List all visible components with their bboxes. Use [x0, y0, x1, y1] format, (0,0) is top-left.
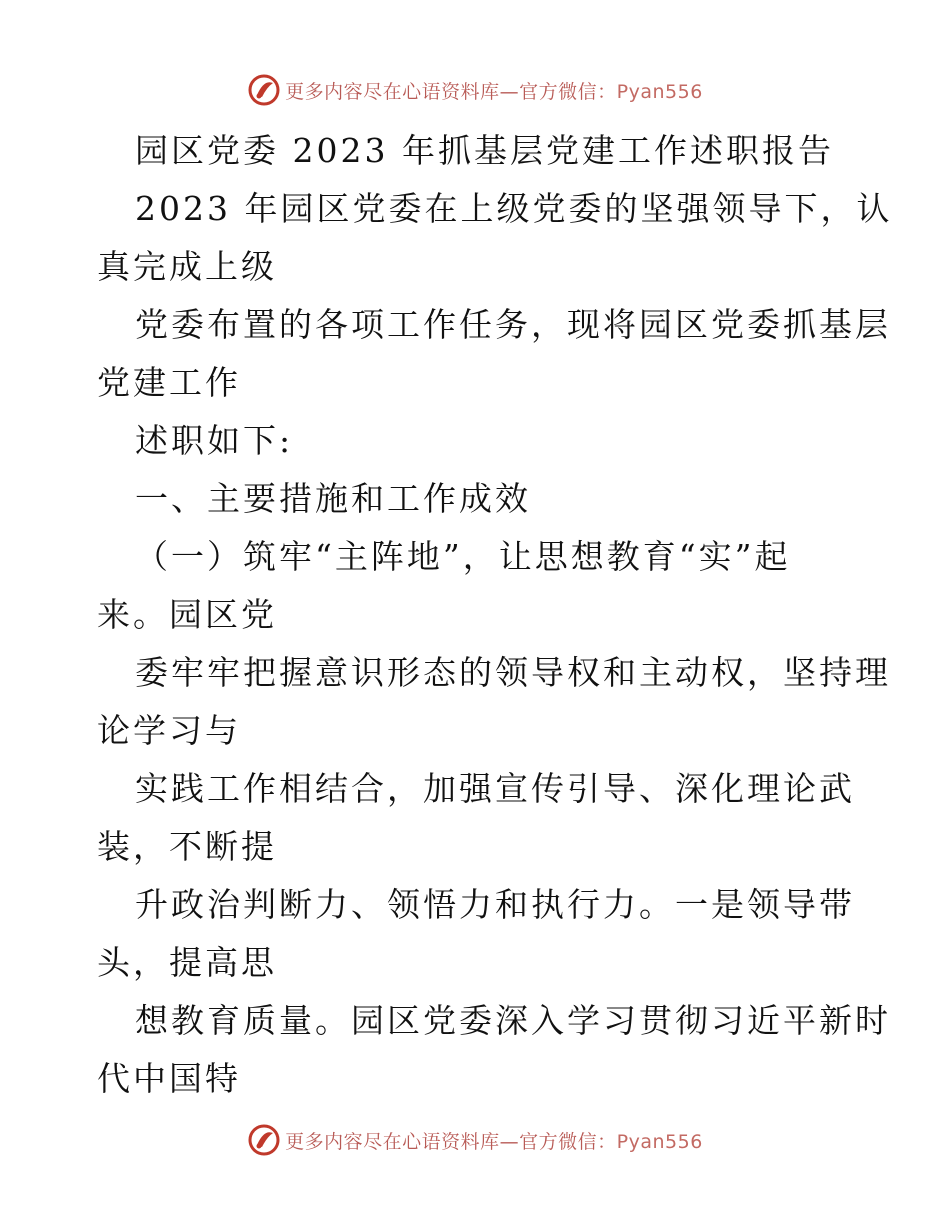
document-title: 园区党委 2023 年抓基层党建工作述职报告 [135, 131, 834, 170]
paragraph-line: 想教育质量。园区党委深入学习贯彻习近平新时 [135, 1001, 891, 1040]
paragraph-line: 党委布置的各项工作任务，现将园区党委抓基层 [135, 305, 891, 344]
footer-banner-label: 更多内容尽在心语资料库—官方微信： [285, 1130, 617, 1153]
header-banner-text [285, 77, 703, 104]
paragraph-line: 实践工作相结合，加强宣传引导、深化理论武 [135, 769, 855, 808]
footer-wechat-id: Pyan556 [616, 1130, 703, 1153]
paragraph-line: 真完成上级 [97, 247, 277, 286]
header-wechat-id: Pyan556 [616, 80, 703, 103]
brand-logo-icon [247, 73, 281, 107]
paragraph-line: 述职如下: [135, 421, 294, 460]
paragraph-line: 装，不断提 [97, 827, 277, 866]
paragraph-line: 来。园区党 [97, 595, 277, 634]
section-heading: 一、主要措施和工作成效 [135, 479, 531, 518]
paragraph-line: 2023 年园区党委在上级党委的坚强领导下，认 [135, 189, 893, 228]
header-banner-label: 更多内容尽在心语资料库—官方微信： [285, 80, 617, 103]
paragraph-line: 代中国特 [97, 1059, 241, 1098]
document-body [97, 122, 893, 1108]
brand-logo-icon [247, 1123, 281, 1157]
subsection-heading: （一）筑牢“主阵地”，让思想教育“实”起 [135, 537, 791, 576]
footer-banner [0, 1120, 950, 1160]
paragraph-line: 升政治判断力、领悟力和执行力。一是领导带 [135, 885, 855, 924]
footer-banner-text [285, 1127, 703, 1154]
paragraph-line: 党建工作 [97, 363, 241, 402]
paragraph-line: 委牢牢把握意识形态的领导权和主动权，坚持理 [135, 653, 891, 692]
paragraph-line: 论学习与 [97, 711, 241, 750]
header-banner [0, 70, 950, 110]
paragraph-line: 头，提高思 [97, 943, 277, 982]
